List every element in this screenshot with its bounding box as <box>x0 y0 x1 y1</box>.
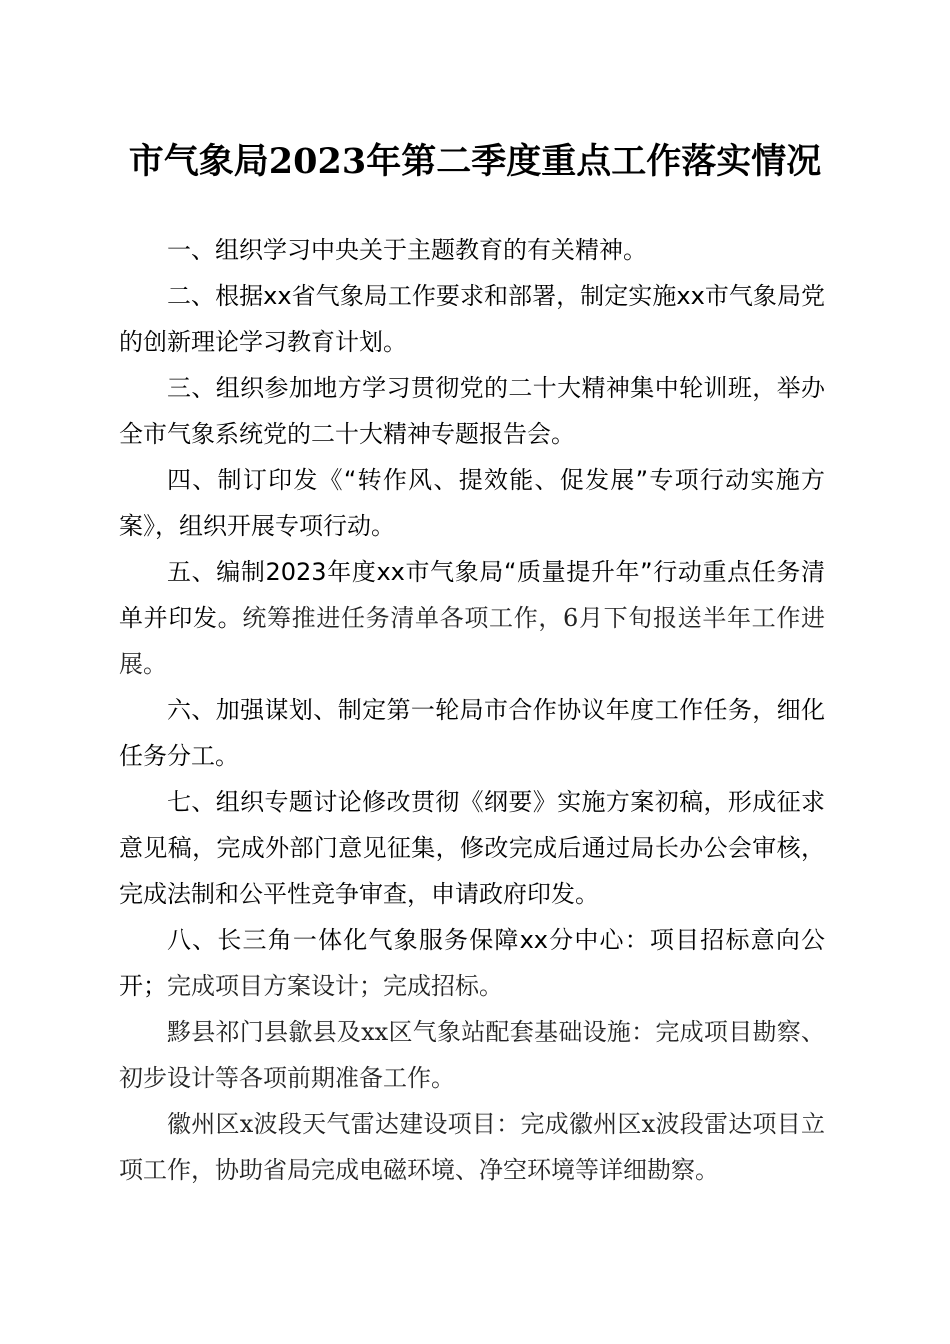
paragraph-text-continued: 完成项目方案设计；完成招标。 <box>167 972 503 1000</box>
paragraph-4 <box>119 457 825 549</box>
paragraph-text: 徽州区x波段天气雷达建设项目：完成徽州区x波段雷达项目立项工作，协助省局完成电磁环境、净空环境等详细勘察。 <box>119 1110 825 1184</box>
document-title: 市气象局2023年第二季度重点工作落实情况 <box>128 141 822 182</box>
paragraph-text: 黟县祁门县歙县及xx区气象站配套基础设施：完成项目勘察、初步设计等各项前期准备工作。 <box>119 1018 825 1092</box>
paragraph-8 <box>119 917 825 1009</box>
paragraph-7 <box>119 779 825 917</box>
paragraph-10 <box>119 1101 825 1193</box>
paragraph-5 <box>119 549 825 687</box>
paragraph-1 <box>119 227 825 273</box>
paragraph-text: 四、制订印发《“转作风、提效能、促发展”专项行动实施方案》，组织开展专项行动。 <box>119 466 825 540</box>
paragraph-2 <box>119 273 825 365</box>
paragraph-text: 一、组织学习中央关于主题教育的有关精神。 <box>167 236 647 264</box>
paragraph-text: 七、组织专题讨论修改贯彻《纲要》实施方案初稿，形成征求意见稿，完成外部门意见征集，修改完成后通过局长办公会审核，完成法制和公平性竞争审查，申请政府印发。 <box>119 788 825 908</box>
paragraph-text: 八、长三角一体化气象服务保障xx分中心：项目招标意向公开； <box>119 926 825 1000</box>
paragraph-9 <box>119 1009 825 1101</box>
paragraph-6 <box>119 687 825 779</box>
paragraph-text: 二、根据xx省气象局工作要求和部署，制定实施xx市气象局党的创新理论学习教育计划。 <box>119 282 825 356</box>
paragraph-text: 三、组织参加地方学习贯彻党的二十大精神集中轮训班，举办全市气象系统党的二十大精神专题报告会。 <box>119 374 825 448</box>
paragraph-text: 五、编制2023年度xx市气象局“质量提升年”行动重点任务清单并印发。 <box>119 558 825 632</box>
paragraph-text: 六、加强谋划、制定第一轮局市合作协议年度工作任务，细化任务分工。 <box>119 696 825 770</box>
document-body <box>119 227 825 1193</box>
paragraph-text-continued: 统筹推进任务清单各项工作，6月下旬报送半年工作进展。 <box>119 604 825 678</box>
paragraph-3 <box>119 365 825 457</box>
